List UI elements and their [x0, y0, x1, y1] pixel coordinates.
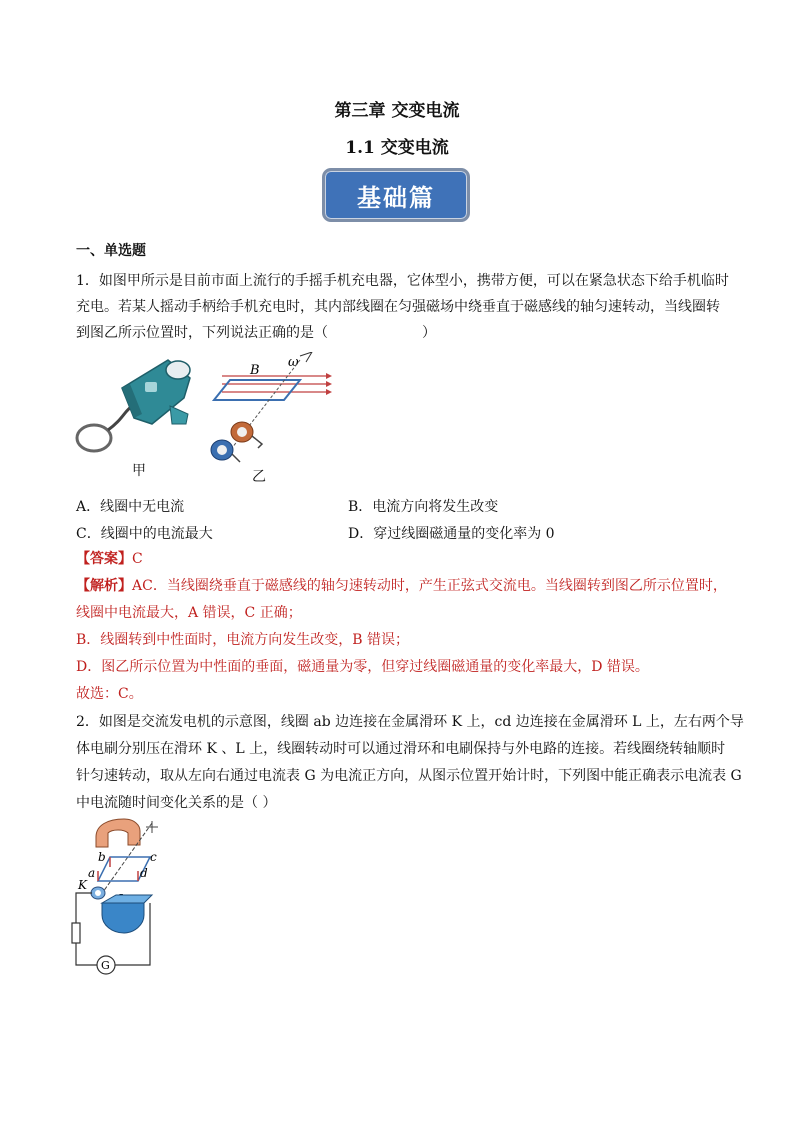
option-a: A．线圈中无电流: [76, 499, 185, 515]
answer-value: C: [132, 551, 143, 567]
analysis-label: 【解析】: [76, 578, 132, 594]
level-badge: 基础篇: [322, 168, 470, 222]
q2-line-3: 针匀速转动，取从左向右通过电流表 G 为电流正方向，从图示位置开始计时，下列图中能正确表示电流表 G: [76, 768, 742, 784]
coil-label-c: c: [150, 850, 157, 864]
q1-stem-end: 到图乙所示位置时，下列说法正确的是（: [76, 325, 328, 341]
coil-label-b: b: [98, 850, 106, 864]
coil-label-a: a: [88, 866, 96, 880]
field-label: B: [250, 363, 260, 378]
q1-paren-close: ）: [422, 325, 436, 341]
part-heading: 一、单选题: [76, 243, 146, 259]
meter-label-g: G: [101, 959, 110, 972]
answer-label: 【答案】: [76, 551, 132, 567]
analysis-line-2: 线圈中电流最大，A 错误，C 正确；: [76, 605, 302, 621]
answer-line: [76, 549, 143, 569]
q1-line-1: 1．如图甲所示是目前市面上流行的手摇手机充电器，它体型小，携带方便，可以在紧急状态下给手机临时: [76, 273, 729, 289]
ring-label-k: K: [78, 878, 87, 892]
q2-line-2: 体电刷分别压在滑环 K 、L 上，线圈转动时可以通过滑环和电刷保持与外电路的连接。若线圈绕转轴顺时: [76, 741, 726, 757]
chapter-title: 第三章 交变电流: [334, 101, 460, 121]
coil-label-d: d: [140, 866, 148, 880]
analysis-line-3: B．线圈转到中性面时，电流方向发生改变，B 错误；: [76, 632, 410, 648]
figure-coil: [200, 352, 340, 464]
q2-line-1: 2．如图是交流发电机的示意图，线圈 ab 边连接在金属滑环 K 上，cd 边连接在金属滑环 L 上，左右两个导: [76, 714, 744, 730]
option-b: B．电流方向将发生改变: [348, 499, 499, 515]
analysis-line-1: [76, 576, 727, 596]
q1-line-2: 充电。若某人摇动手柄给手机充电时，其内部线圈在匀强磁场中绕垂直于磁感线的轴匀速转动，当线圈转: [76, 299, 720, 315]
option-d: D．穿过线圈磁通量的变化率为 0: [348, 526, 555, 542]
analysis-text-1: AC．当线圈绕垂直于磁感线的轴匀速转动时，产生正弦式交流电。当线圈转到图乙所示位置时，: [132, 578, 727, 594]
q2-line-4: 中电流随时间变化关系的是（ ）: [76, 795, 277, 811]
omega-symbol: ω: [288, 355, 299, 370]
figure-charger: [72, 348, 210, 460]
option-c: C．线圈中的电流最大: [76, 526, 213, 542]
figure-label-a: 甲: [132, 463, 146, 479]
figure-generator: [68, 815, 174, 979]
analysis-conclusion: 故选：C。: [76, 686, 143, 702]
q1-line-3: [76, 323, 436, 343]
analysis-line-4: D．图乙所示位置为中性面的垂面，磁通量为零，但穿过线圈磁通量的变化率最大，D 错误。: [76, 659, 649, 675]
section-title: 1.1 交变电流: [345, 138, 449, 158]
figure-label-b: 乙: [252, 469, 266, 485]
